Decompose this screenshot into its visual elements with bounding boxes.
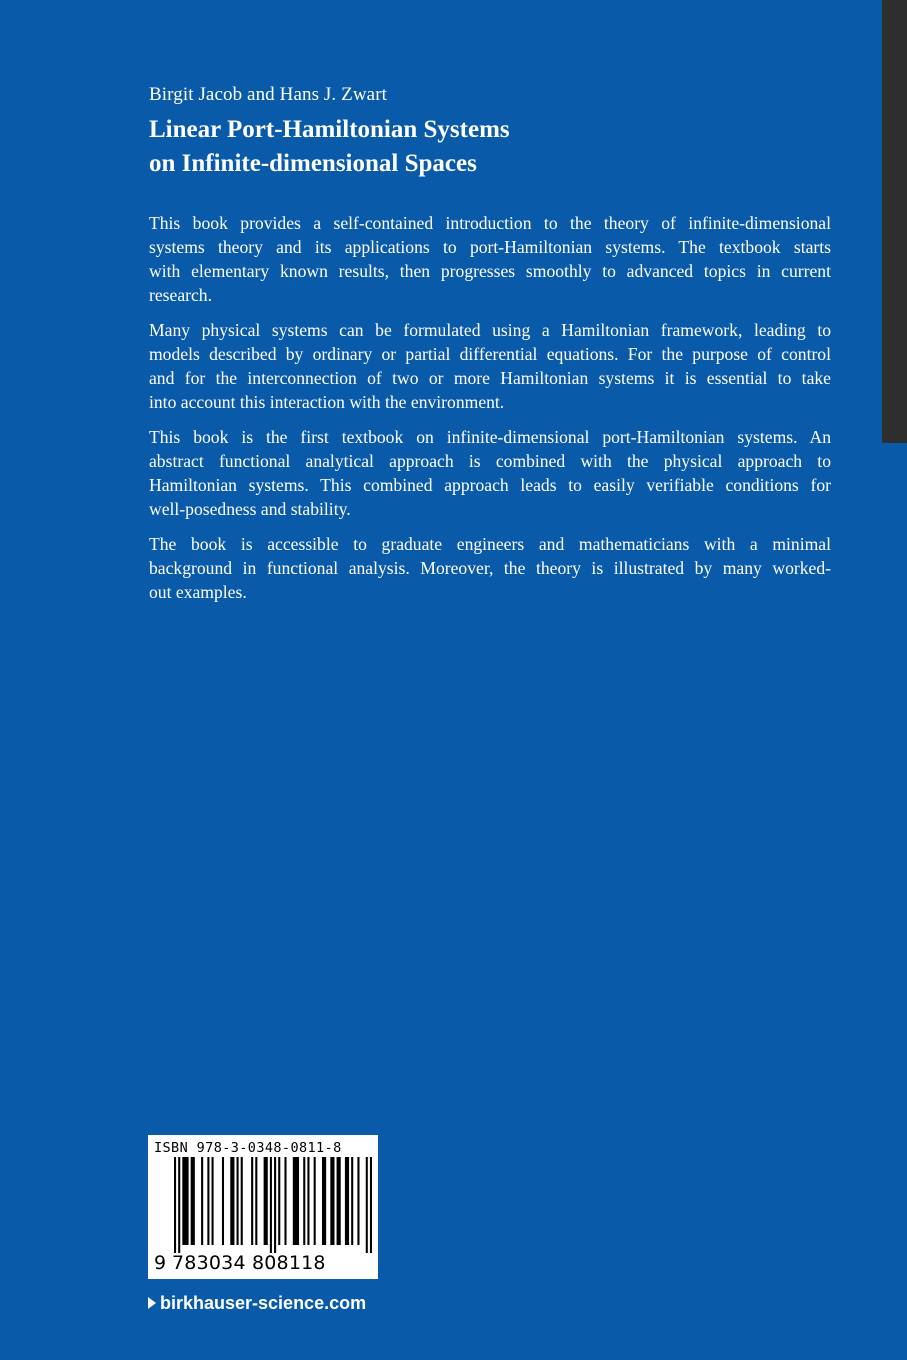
description-line: into account this interaction with the environment. — [149, 392, 505, 412]
ean-first-digit: 9 — [154, 1252, 167, 1274]
barcode-bar — [345, 1157, 349, 1245]
book-authors: Birgit Jacob and Hans J. Zwart — [149, 84, 387, 105]
barcode-bar — [270, 1157, 272, 1253]
book-title — [149, 113, 849, 181]
description-line: The book is accessible to graduate engineers and mathematicians with a minimal — [149, 534, 831, 554]
barcode-bar — [251, 1157, 253, 1245]
isbn-barcode — [148, 1135, 378, 1279]
description-paragraph-3 — [149, 425, 831, 521]
description-line: out examples. — [149, 582, 247, 602]
description-line: models described by ordinary or partial differential equations. For the purpose of control — [149, 344, 831, 364]
description-line: This book is the first textbook on infinite-dimensional port-Hamiltonian systems. An — [149, 427, 831, 447]
barcode-bar — [178, 1157, 180, 1253]
description-line: abstract functional analytical approach is combined with the physical approach to — [149, 451, 831, 471]
description-line: well-posedness and stability. — [149, 499, 351, 519]
ean-remaining-digits: 783034 808118 — [172, 1252, 326, 1274]
barcode-icon — [154, 1157, 372, 1253]
barcode-bar — [293, 1157, 299, 1245]
description-line: research. — [149, 285, 212, 305]
barcode-bar — [212, 1157, 214, 1245]
barcode-bar — [201, 1157, 203, 1245]
isbn-label: ISBN 978-3-0348-0811-8 — [154, 1140, 342, 1156]
publisher-website-text: birkhauser-science.com — [160, 1293, 367, 1313]
barcode-bar — [284, 1157, 286, 1245]
description-paragraph-4 — [149, 532, 831, 604]
barcode-bar — [230, 1157, 234, 1245]
barcode-bar — [303, 1157, 305, 1245]
description-paragraph-2 — [149, 318, 831, 414]
barcode-bar — [255, 1157, 257, 1245]
description-line: Hamiltonian systems. This combined approach leads to easily verifiable conditions for — [149, 475, 831, 495]
barcode-bar — [264, 1157, 268, 1245]
arrow-right-icon — [148, 1297, 156, 1309]
publisher-website-link[interactable] — [148, 1292, 366, 1314]
description-paragraph-1 — [149, 211, 831, 307]
spine-edge — [882, 0, 907, 443]
description-line: systems theory and its applications to port-Hamiltonian systems. The textbook starts — [149, 237, 831, 257]
book-title-line-1: Linear Port-Hamiltonian Systems — [149, 116, 510, 143]
barcode-bar — [191, 1157, 195, 1245]
barcode-bar — [314, 1157, 316, 1245]
barcode-bar — [366, 1157, 368, 1253]
barcode-bar — [274, 1157, 276, 1253]
barcode-bar — [351, 1157, 353, 1245]
barcode-bar — [241, 1157, 243, 1245]
barcode-bar — [330, 1157, 334, 1245]
barcode-bar — [357, 1157, 359, 1245]
barcode-bar — [207, 1157, 209, 1245]
barcode-bar — [174, 1157, 176, 1253]
book-description — [149, 211, 831, 615]
ean-digits — [154, 1252, 326, 1274]
book-title-line-2: on Infinite-dimensional Spaces — [149, 150, 477, 177]
description-line: Many physical systems can be formulated using a Hamiltonian framework, leading to — [149, 320, 831, 340]
description-line: background in functional analysis. Moreover, the theory is illustrated by many worked- — [149, 558, 831, 578]
description-line: and for the interconnection of two or more Hamiltonian systems it is essential to take — [149, 368, 831, 388]
barcode-bar — [370, 1157, 372, 1253]
barcode-bar — [337, 1157, 341, 1245]
barcode-bar — [307, 1157, 309, 1245]
barcode-bar — [237, 1157, 239, 1245]
description-line: This book provides a self-contained introduction to the theory of infinite-dimensional — [149, 213, 831, 233]
barcode-bar — [182, 1157, 188, 1245]
barcode-bar — [278, 1157, 280, 1245]
barcode-bar — [222, 1157, 224, 1245]
barcode-bar — [322, 1157, 326, 1245]
description-line: with elementary known results, then progresses smoothly to advanced topics in current — [149, 261, 831, 281]
